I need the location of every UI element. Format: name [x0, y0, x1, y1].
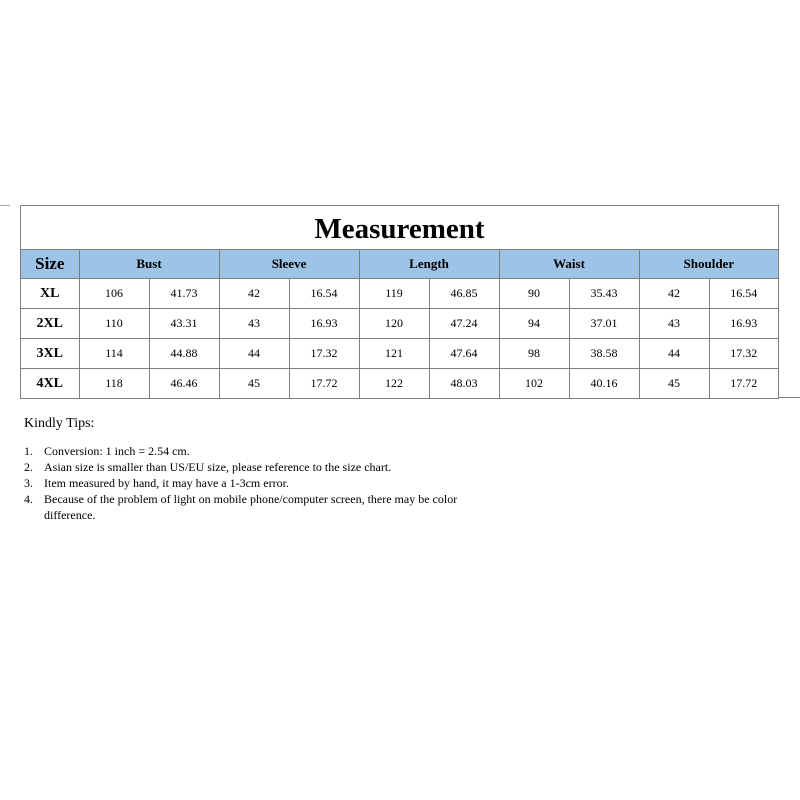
- size-cell: 4XL: [21, 369, 79, 399]
- column-header-shoulder: Shoulder: [639, 250, 778, 279]
- waist-inch-cell: 37.01: [569, 309, 639, 339]
- size-cell: 3XL: [21, 339, 79, 369]
- bust-cm-cell: 114: [79, 339, 149, 369]
- table-row: [21, 369, 778, 399]
- bust-inch-cell: 44.88: [149, 339, 219, 369]
- column-header-size: Size: [21, 250, 79, 279]
- divider-stub: [0, 205, 10, 206]
- tip-text: Asian size is smaller than US/EU size, please reference to the size chart.: [44, 460, 392, 474]
- length-cm-cell: 119: [359, 279, 429, 309]
- waist-cm-cell: 90: [499, 279, 569, 309]
- size-chart: [20, 205, 779, 399]
- sleeve-inch-cell: 16.93: [289, 309, 359, 339]
- bust-cm-cell: 118: [79, 369, 149, 399]
- tips-list: [24, 444, 504, 523]
- waist-cm-cell: 94: [499, 309, 569, 339]
- tip-number: 3.: [24, 476, 33, 490]
- bust-cm-cell: 110: [79, 309, 149, 339]
- table-header-row: [21, 250, 778, 279]
- length-cm-cell: 122: [359, 369, 429, 399]
- tips-title: Kindly Tips:: [24, 416, 95, 431]
- sleeve-cm-cell: 43: [219, 309, 289, 339]
- size-cell: XL: [21, 279, 79, 309]
- waist-inch-cell: 40.16: [569, 369, 639, 399]
- waist-cm-cell: 102: [499, 369, 569, 399]
- tip-text: Item measured by hand, it may have a 1-3cm error.: [44, 476, 289, 490]
- shoulder-cm-cell: 44: [639, 339, 709, 369]
- length-cm-cell: 120: [359, 309, 429, 339]
- sleeve-cm-cell: 42: [219, 279, 289, 309]
- tip-text: Conversion: 1 inch = 2.54 cm.: [44, 444, 190, 458]
- column-header-length: Length: [359, 250, 499, 279]
- waist-inch-cell: 35.43: [569, 279, 639, 309]
- shoulder-inch-cell: 17.32: [709, 339, 778, 369]
- list-item: [24, 444, 504, 460]
- sleeve-inch-cell: 17.32: [289, 339, 359, 369]
- tip-number: 2.: [24, 460, 33, 474]
- list-item: [24, 492, 504, 523]
- divider-line: [778, 397, 800, 398]
- table-row: [21, 279, 778, 309]
- shoulder-inch-cell: 17.72: [709, 369, 778, 399]
- size-cell: 2XL: [21, 309, 79, 339]
- column-header-sleeve: Sleeve: [219, 250, 359, 279]
- tip-number: 1.: [24, 444, 33, 458]
- waist-inch-cell: 38.58: [569, 339, 639, 369]
- length-inch-cell: 47.64: [429, 339, 499, 369]
- length-inch-cell: 48.03: [429, 369, 499, 399]
- column-header-bust: Bust: [79, 250, 219, 279]
- table-row: [21, 339, 778, 369]
- sleeve-inch-cell: 17.72: [289, 369, 359, 399]
- kindly-tips: [24, 416, 504, 524]
- sleeve-cm-cell: 44: [219, 339, 289, 369]
- sleeve-inch-cell: 16.54: [289, 279, 359, 309]
- length-cm-cell: 121: [359, 339, 429, 369]
- shoulder-cm-cell: 42: [639, 279, 709, 309]
- measurement-table: [21, 250, 778, 398]
- chart-title: Measurement: [21, 206, 778, 250]
- shoulder-inch-cell: 16.93: [709, 309, 778, 339]
- sleeve-cm-cell: 45: [219, 369, 289, 399]
- waist-cm-cell: 98: [499, 339, 569, 369]
- bust-inch-cell: 43.31: [149, 309, 219, 339]
- bust-inch-cell: 41.73: [149, 279, 219, 309]
- list-item: [24, 460, 504, 476]
- shoulder-cm-cell: 43: [639, 309, 709, 339]
- bust-cm-cell: 106: [79, 279, 149, 309]
- shoulder-cm-cell: 45: [639, 369, 709, 399]
- shoulder-inch-cell: 16.54: [709, 279, 778, 309]
- table-row: [21, 309, 778, 339]
- tip-number: 4.: [24, 492, 33, 506]
- tip-text: Because of the problem of light on mobile phone/computer screen, there may be color difference.: [44, 492, 458, 522]
- length-inch-cell: 46.85: [429, 279, 499, 309]
- bust-inch-cell: 46.46: [149, 369, 219, 399]
- column-header-waist: Waist: [499, 250, 639, 279]
- length-inch-cell: 47.24: [429, 309, 499, 339]
- list-item: [24, 476, 504, 492]
